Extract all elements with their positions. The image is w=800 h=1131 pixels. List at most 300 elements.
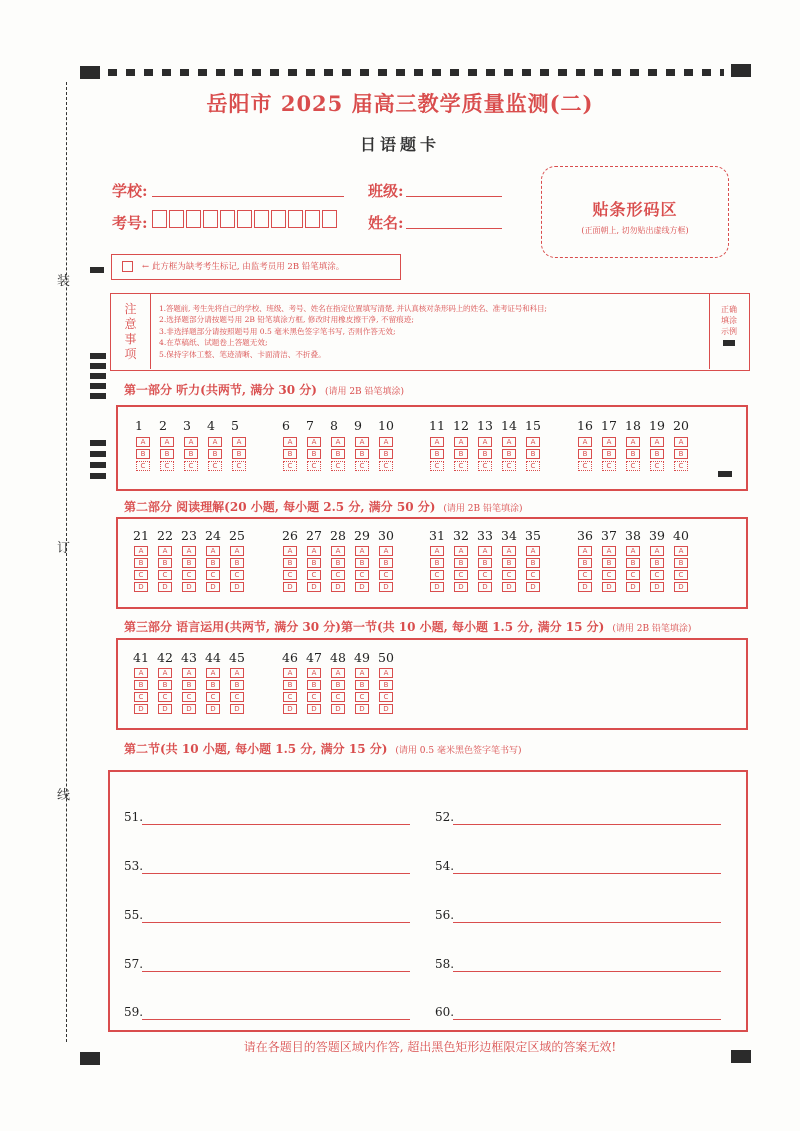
written-number: 52. xyxy=(435,810,455,824)
answer-bubble[interactable]: D xyxy=(355,582,369,592)
answer-bubble[interactable]: B xyxy=(182,558,196,568)
answer-bubble[interactable]: D xyxy=(650,582,664,592)
answer-bubble[interactable]: C xyxy=(526,570,540,580)
binding-char-2: 订 xyxy=(57,541,71,556)
answer-bubble[interactable]: A xyxy=(134,668,148,678)
answer-bubble[interactable]: B xyxy=(307,558,321,568)
question-number: 25 xyxy=(229,528,245,543)
answer-bubble[interactable]: A xyxy=(136,437,150,447)
answer-bubble[interactable]: B xyxy=(478,449,492,459)
answer-bubble[interactable]: A xyxy=(184,437,198,447)
answer-bubble[interactable]: D xyxy=(430,582,444,592)
answer-bubble[interactable]: C xyxy=(674,461,688,471)
answer-bubble[interactable]: C xyxy=(283,692,297,702)
answer-bubble[interactable]: B xyxy=(331,449,345,459)
answer-bubble[interactable]: A xyxy=(602,437,616,447)
answer-bubble[interactable]: B xyxy=(355,449,369,459)
notice-item: 2.选择题部分请按题号用 2B 铅笔填涂方框, 修改时用橡皮擦干净, 不留痕迹; xyxy=(159,315,414,325)
absent-mark-area xyxy=(111,254,401,280)
answer-bubble[interactable]: A xyxy=(626,546,640,556)
answer-bubble[interactable]: A xyxy=(230,668,244,678)
timing-mark xyxy=(90,462,106,468)
answer-bubble[interactable]: B xyxy=(674,558,688,568)
answer-bubble[interactable]: C xyxy=(331,461,345,471)
question-number: 42 xyxy=(157,650,173,665)
answer-bubble[interactable]: C xyxy=(602,461,616,471)
notice-label: 注 意 事 项 xyxy=(111,294,151,369)
question-number: 43 xyxy=(181,650,197,665)
absent-checkbox[interactable] xyxy=(122,261,133,272)
answer-bubble[interactable]: A xyxy=(230,546,244,556)
answer-bubble[interactable]: C xyxy=(208,461,222,471)
question-number: 4 xyxy=(207,418,215,433)
answer-bubble[interactable]: D xyxy=(307,582,321,592)
answer-bubble[interactable]: C xyxy=(578,570,592,580)
answer-bubble[interactable]: A xyxy=(674,437,688,447)
answer-bubble[interactable]: B xyxy=(650,558,664,568)
answer-bubble[interactable]: C xyxy=(331,692,345,702)
answer-bubble[interactable]: A xyxy=(283,546,297,556)
answer-bubble[interactable]: B xyxy=(578,449,592,459)
answer-bubble[interactable]: C xyxy=(134,570,148,580)
question-number: 38 xyxy=(625,528,641,543)
answer-bubble[interactable]: B xyxy=(232,449,246,459)
timing-mark xyxy=(90,451,106,457)
written-line[interactable] xyxy=(142,873,410,874)
answer-bubble[interactable]: D xyxy=(526,582,540,592)
answer-bubble[interactable]: C xyxy=(206,692,220,702)
answer-bubble[interactable]: D xyxy=(674,582,688,592)
question-number: 50 xyxy=(378,650,394,665)
answer-bubble[interactable]: D xyxy=(134,582,148,592)
answer-bubble[interactable]: C xyxy=(626,570,640,580)
answer-bubble[interactable]: A xyxy=(331,437,345,447)
answer-bubble[interactable]: D xyxy=(206,582,220,592)
answer-bubble[interactable]: A xyxy=(307,437,321,447)
written-line[interactable] xyxy=(142,824,410,825)
corner-mark-top-left xyxy=(80,66,100,79)
answer-bubble[interactable]: B xyxy=(355,558,369,568)
answer-bubble[interactable]: A xyxy=(160,437,174,447)
timing-mark xyxy=(90,440,106,446)
answer-bubble[interactable]: A xyxy=(182,546,196,556)
notice-item: 5.保持字体工整、笔迹清晰、卡面清洁、不折叠。 xyxy=(159,349,326,359)
answer-bubble[interactable]: C xyxy=(283,461,297,471)
timing-mark xyxy=(90,373,106,379)
answer-bubble[interactable]: A xyxy=(206,668,220,678)
answer-bubble[interactable]: A xyxy=(331,668,345,678)
timing-mark xyxy=(718,471,732,477)
answer-bubble[interactable]: D xyxy=(158,582,172,592)
question-number: 27 xyxy=(306,528,322,543)
timing-mark xyxy=(90,393,106,399)
question-number: 24 xyxy=(205,528,221,543)
answer-bubble[interactable]: B xyxy=(430,558,444,568)
answer-bubble[interactable]: A xyxy=(650,437,664,447)
timing-mark xyxy=(90,267,104,273)
answer-bubble[interactable]: B xyxy=(206,558,220,568)
answer-bubble[interactable]: A xyxy=(454,546,468,556)
question-number: 7 xyxy=(306,418,314,433)
absent-note: ← 此方框为缺考考生标记, 由监考员用 2B 铅笔填涂。 xyxy=(142,262,345,272)
answer-bubble[interactable]: C xyxy=(136,461,150,471)
answer-bubble[interactable]: A xyxy=(379,546,393,556)
answer-bubble[interactable]: D xyxy=(230,704,244,714)
question-number: 8 xyxy=(330,418,338,433)
corner-mark-bottom-right xyxy=(731,1050,751,1063)
answer-bubble[interactable]: B xyxy=(578,558,592,568)
answer-bubble[interactable]: C xyxy=(626,461,640,471)
answer-bubble[interactable]: B xyxy=(331,558,345,568)
written-line[interactable] xyxy=(142,1019,410,1020)
answer-bubble[interactable]: B xyxy=(158,558,172,568)
answer-bubble[interactable]: B xyxy=(626,449,640,459)
question-number: 3 xyxy=(183,418,191,433)
answer-bubble[interactable]: A xyxy=(355,437,369,447)
answer-bubble[interactable]: C xyxy=(502,570,516,580)
answer-bubble[interactable]: C xyxy=(232,461,246,471)
answer-bubble[interactable]: C xyxy=(454,461,468,471)
answer-bubble[interactable]: A xyxy=(355,546,369,556)
answer-bubble[interactable]: D xyxy=(379,704,393,714)
question-number: 22 xyxy=(157,528,173,543)
answer-bubble[interactable]: A xyxy=(478,437,492,447)
answer-bubble[interactable]: A xyxy=(134,546,148,556)
written-line[interactable] xyxy=(453,971,721,972)
written-line[interactable] xyxy=(453,873,721,874)
answer-bubble[interactable]: A xyxy=(331,546,345,556)
question-number: 45 xyxy=(229,650,245,665)
question-number: 48 xyxy=(330,650,346,665)
written-number: 53. xyxy=(124,859,144,873)
answer-bubble[interactable]: B xyxy=(184,449,198,459)
answer-bubble[interactable]: C xyxy=(307,692,321,702)
binding-dashed-line xyxy=(66,82,67,1042)
answer-bubble[interactable]: A xyxy=(232,437,246,447)
answer-bubble[interactable]: C xyxy=(160,461,174,471)
answer-bubble[interactable]: D xyxy=(626,582,640,592)
question-number: 47 xyxy=(306,650,322,665)
question-number: 17 xyxy=(601,418,617,433)
answer-bubble[interactable]: B xyxy=(674,449,688,459)
timing-mark xyxy=(90,363,106,369)
fill-sample-mark xyxy=(723,340,735,346)
question-number: 29 xyxy=(354,528,370,543)
notice-item: 3.非选择题部分请按照题号用 0.5 毫米黑色签字笔书写, 否则作答无效; xyxy=(159,326,396,336)
question-number: 6 xyxy=(282,418,290,433)
answer-bubble[interactable]: A xyxy=(430,546,444,556)
question-number: 5 xyxy=(231,418,239,433)
notice-box xyxy=(110,293,750,371)
class-label: 班级: xyxy=(368,182,404,200)
written-number: 57. xyxy=(124,957,144,971)
question-number: 37 xyxy=(601,528,617,543)
question-number: 28 xyxy=(330,528,346,543)
answer-bubble[interactable]: B xyxy=(454,449,468,459)
answer-bubble[interactable]: B xyxy=(430,449,444,459)
page-subtitle: 日语题卡 xyxy=(359,135,440,154)
answer-bubble[interactable]: C xyxy=(478,570,492,580)
answer-bubble[interactable]: B xyxy=(602,449,616,459)
answer-bubble[interactable]: A xyxy=(602,546,616,556)
page-title: 岳阳市 2025 届高三教学质量监测(二) xyxy=(206,91,594,116)
answer-bubble[interactable]: A xyxy=(526,546,540,556)
answer-bubble[interactable]: A xyxy=(674,546,688,556)
footer-warning: 请在各题目的答题区域内作答, 超出黑色矩形边框限定区域的答案无效! xyxy=(243,1040,617,1054)
barcode-area xyxy=(541,166,729,258)
answer-bubble[interactable]: C xyxy=(331,570,345,580)
name-label: 姓名: xyxy=(368,214,404,232)
written-line[interactable] xyxy=(453,824,721,825)
name-field[interactable] xyxy=(406,228,502,229)
answer-bubble[interactable]: A xyxy=(502,437,516,447)
answer-bubble[interactable]: A xyxy=(158,668,172,678)
question-number: 13 xyxy=(477,418,493,433)
part1-title: 第一部分 听力(共两节, 满分 30 分) (请用 2B 铅笔填涂) xyxy=(124,383,405,397)
answer-bubble[interactable]: C xyxy=(283,570,297,580)
answer-bubble[interactable]: A xyxy=(206,546,220,556)
answer-bubble[interactable]: D xyxy=(182,704,196,714)
exam-no-field[interactable] xyxy=(152,210,344,228)
answer-bubble[interactable]: A xyxy=(578,546,592,556)
answer-bubble[interactable]: A xyxy=(502,546,516,556)
answer-bubble[interactable]: C xyxy=(307,570,321,580)
answer-bubble[interactable]: D xyxy=(602,582,616,592)
answer-bubble[interactable]: C xyxy=(158,570,172,580)
answer-bubble[interactable]: B xyxy=(158,680,172,690)
answer-bubble[interactable]: A xyxy=(379,668,393,678)
notice-item: 1.答题前, 考生先将自己的学校、班级、考号、姓名在指定位置填写清楚, 并认真核对条形码上的姓名、准考证号和科目; xyxy=(159,304,547,313)
question-number: 9 xyxy=(354,418,362,433)
answer-bubble[interactable]: D xyxy=(307,704,321,714)
answer-bubble[interactable]: C xyxy=(355,570,369,580)
answer-bubble[interactable]: B xyxy=(230,558,244,568)
answer-bubble[interactable]: C xyxy=(650,461,664,471)
answer-bubble[interactable]: A xyxy=(283,668,297,678)
answer-bubble[interactable]: C xyxy=(307,461,321,471)
notice-list xyxy=(159,303,709,360)
answer-bubble[interactable]: C xyxy=(502,461,516,471)
question-number: 23 xyxy=(181,528,197,543)
question-number: 1 xyxy=(135,418,143,433)
answer-bubble[interactable]: B xyxy=(283,558,297,568)
written-number: 56. xyxy=(435,908,455,922)
question-number: 44 xyxy=(205,650,221,665)
answer-bubble[interactable]: A xyxy=(307,546,321,556)
answer-bubble[interactable]: D xyxy=(478,582,492,592)
question-number: 20 xyxy=(673,418,689,433)
answer-bubble[interactable]: C xyxy=(158,692,172,702)
corner-mark-bottom-left xyxy=(80,1052,100,1065)
written-line[interactable] xyxy=(142,922,410,923)
answer-bubble[interactable]: B xyxy=(379,558,393,568)
answer-bubble[interactable]: D xyxy=(283,704,297,714)
answer-bubble[interactable]: D xyxy=(578,582,592,592)
written-line[interactable] xyxy=(453,1019,721,1020)
question-number: 19 xyxy=(649,418,665,433)
answer-bubble[interactable]: B xyxy=(134,680,148,690)
question-number: 46 xyxy=(282,650,298,665)
answer-bubble[interactable]: D xyxy=(379,582,393,592)
answer-bubble[interactable]: C xyxy=(578,461,592,471)
notice-item: 4.在草稿纸、试题卷上答题无效; xyxy=(159,338,268,348)
corner-mark-top-right xyxy=(731,64,751,77)
answer-bubble[interactable]: D xyxy=(134,704,148,714)
answer-bubble[interactable]: D xyxy=(158,704,172,714)
answer-bubble[interactable]: D xyxy=(230,582,244,592)
answer-bubble[interactable]: A xyxy=(283,437,297,447)
answer-bubble[interactable]: C xyxy=(182,570,196,580)
answer-bubble[interactable]: A xyxy=(578,437,592,447)
binding-char-1: 装 xyxy=(57,274,71,289)
answer-bubble[interactable]: B xyxy=(331,680,345,690)
question-number: 10 xyxy=(378,418,394,433)
written-number: 51. xyxy=(124,810,144,824)
answer-bubble[interactable]: B xyxy=(160,449,174,459)
answer-bubble[interactable]: B xyxy=(307,680,321,690)
answer-bubble[interactable]: B xyxy=(230,680,244,690)
top-dashed-border xyxy=(108,69,724,76)
answer-bubble[interactable]: C xyxy=(526,461,540,471)
answer-bubble[interactable]: A xyxy=(526,437,540,447)
answer-bubble[interactable]: C xyxy=(230,570,244,580)
answer-bubble[interactable]: B xyxy=(526,449,540,459)
answer-bubble[interactable]: C xyxy=(230,692,244,702)
answer-bubble[interactable]: A xyxy=(307,668,321,678)
answer-bubble[interactable]: C xyxy=(379,570,393,580)
written-number: 58. xyxy=(435,957,455,971)
written-number: 54. xyxy=(435,859,455,873)
answer-bubble[interactable]: C xyxy=(674,570,688,580)
answer-bubble[interactable]: B xyxy=(307,449,321,459)
question-number: 35 xyxy=(525,528,541,543)
part2-title: 第二部分 阅读理解(20 小题, 每小题 2.5 分, 满分 50 分) (请用 2B 铅笔填涂) xyxy=(124,500,523,514)
answer-bubble[interactable]: C xyxy=(379,692,393,702)
answer-bubble[interactable]: C xyxy=(650,570,664,580)
question-number: 31 xyxy=(429,528,445,543)
barcode-title: 贴条形码区 xyxy=(592,200,678,219)
exam-no-label: 考号: xyxy=(112,214,148,232)
answer-bubble[interactable]: C xyxy=(602,570,616,580)
answer-bubble[interactable]: C xyxy=(355,461,369,471)
answer-bubble[interactable]: B xyxy=(454,558,468,568)
answer-bubble[interactable]: B xyxy=(602,558,616,568)
question-number: 11 xyxy=(429,418,445,433)
question-number: 15 xyxy=(525,418,541,433)
answer-bubble[interactable]: D xyxy=(454,582,468,592)
written-line[interactable] xyxy=(142,971,410,972)
answer-bubble[interactable]: B xyxy=(478,558,492,568)
answer-bubble[interactable]: B xyxy=(526,558,540,568)
answer-bubble[interactable]: D xyxy=(502,582,516,592)
answer-bubble[interactable]: A xyxy=(430,437,444,447)
answer-bubble[interactable]: A xyxy=(626,437,640,447)
answer-bubble[interactable]: A xyxy=(355,668,369,678)
question-number: 2 xyxy=(159,418,167,433)
answer-bubble[interactable]: A xyxy=(454,437,468,447)
answer-bubble[interactable]: D xyxy=(182,582,196,592)
question-number: 16 xyxy=(577,418,593,433)
question-number: 49 xyxy=(354,650,370,665)
answer-bubble[interactable]: B xyxy=(208,449,222,459)
answer-bubble[interactable]: B xyxy=(502,449,516,459)
answer-bubble[interactable]: D xyxy=(331,582,345,592)
answer-bubble[interactable]: B xyxy=(134,558,148,568)
answer-bubble[interactable]: A xyxy=(379,437,393,447)
answer-bubble[interactable]: D xyxy=(283,582,297,592)
question-number: 30 xyxy=(378,528,394,543)
question-number: 18 xyxy=(625,418,641,433)
answer-bubble[interactable]: C xyxy=(478,461,492,471)
answer-bubble[interactable]: C xyxy=(430,570,444,580)
answer-bubble[interactable]: A xyxy=(182,668,196,678)
answer-bubble[interactable]: B xyxy=(206,680,220,690)
question-number: 34 xyxy=(501,528,517,543)
fill-sample: 正确 填涂 示例 xyxy=(709,294,748,369)
answer-bubble[interactable]: D xyxy=(206,704,220,714)
written-number: 55. xyxy=(124,908,144,922)
answer-bubble[interactable]: A xyxy=(158,546,172,556)
answer-bubble[interactable]: D xyxy=(331,704,345,714)
written-line[interactable] xyxy=(453,922,721,923)
barcode-note: (正面朝上, 切勿贴出虚线方框) xyxy=(581,226,689,235)
answer-bubble[interactable]: B xyxy=(283,680,297,690)
answer-bubble[interactable]: B xyxy=(502,558,516,568)
answer-bubble[interactable]: C xyxy=(355,692,369,702)
binding-char-3: 线 xyxy=(57,788,71,803)
written-number: 59. xyxy=(124,1005,144,1019)
answer-bubble[interactable]: C xyxy=(430,461,444,471)
school-label: 学校: xyxy=(112,182,148,200)
answer-bubble[interactable]: A xyxy=(650,546,664,556)
question-number: 26 xyxy=(282,528,298,543)
answer-bubble[interactable]: B xyxy=(379,680,393,690)
answer-bubble[interactable]: C xyxy=(454,570,468,580)
answer-bubble[interactable]: B xyxy=(182,680,196,690)
answer-bubble[interactable]: C xyxy=(184,461,198,471)
answer-bubble[interactable]: B xyxy=(379,449,393,459)
question-number: 12 xyxy=(453,418,469,433)
answer-bubble[interactable]: C xyxy=(134,692,148,702)
timing-mark xyxy=(90,353,106,359)
answer-bubble[interactable]: D xyxy=(355,704,369,714)
question-number: 40 xyxy=(673,528,689,543)
answer-bubble[interactable]: B xyxy=(136,449,150,459)
part3b-title: 第二节(共 10 小题, 每小题 1.5 分, 满分 15 分) (请用 0.5 毫米黑色签字笔书写) xyxy=(124,742,522,756)
question-number: 32 xyxy=(453,528,469,543)
answer-bubble[interactable]: C xyxy=(206,570,220,580)
answer-bubble[interactable]: C xyxy=(182,692,196,702)
part3-title: 第三部分 语言运用(共两节, 满分 30 分)第一节(共 10 小题, 每小题 1.5 分, 满分 15 分) (请用 2B 铅笔填涂) xyxy=(124,620,692,634)
written-number: 60. xyxy=(435,1005,455,1019)
answer-bubble[interactable]: A xyxy=(208,437,222,447)
answer-bubble[interactable]: C xyxy=(379,461,393,471)
question-number: 41 xyxy=(133,650,149,665)
answer-bubble[interactable]: B xyxy=(650,449,664,459)
answer-bubble[interactable]: A xyxy=(478,546,492,556)
timing-mark xyxy=(90,383,106,389)
answer-bubble[interactable]: B xyxy=(626,558,640,568)
question-number: 39 xyxy=(649,528,665,543)
written-answer-box xyxy=(108,770,748,1032)
question-number: 33 xyxy=(477,528,493,543)
answer-bubble[interactable]: B xyxy=(283,449,297,459)
class-field[interactable] xyxy=(406,196,502,197)
timing-mark xyxy=(90,473,106,479)
school-field[interactable] xyxy=(152,196,344,197)
question-number: 36 xyxy=(577,528,593,543)
answer-bubble[interactable]: B xyxy=(355,680,369,690)
